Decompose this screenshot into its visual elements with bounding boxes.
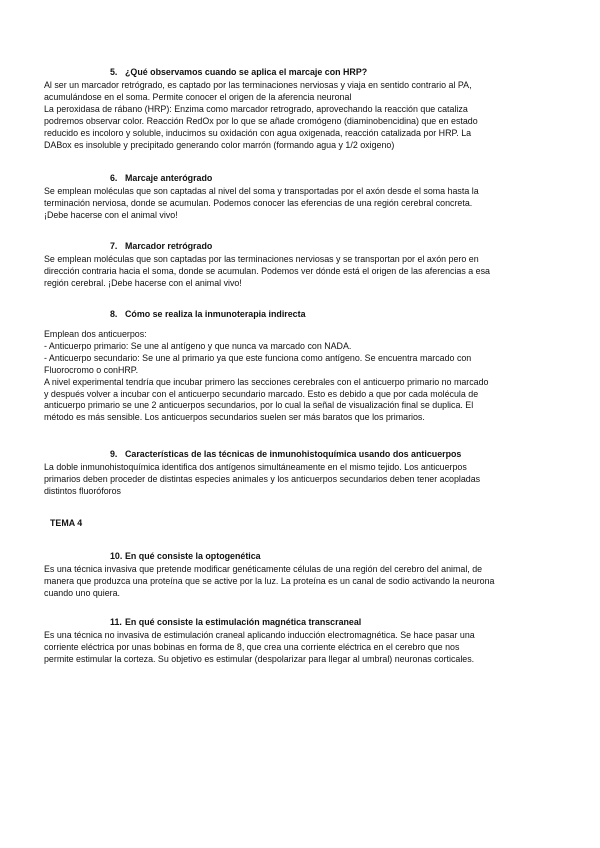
text-line: y después volver a incubar con el anticuerpo secundario marcado. Esto es debido a que por cada molécula de [44,388,479,399]
heading-10: 10. En qué consiste la optogenética [110,551,261,561]
text-line: La peroxidasa de rábano (HRP): Enzima como marcador retrogrado, aprovechando la reacción que cataliza [44,103,468,114]
paragraph-5 [44,80,564,151]
heading-7: 7. Marcador retrógrado [110,241,213,251]
text-line: - Anticuerpo secundario: Se une al primario ya que este funciona como antígeno. Se encuentra marcado con [44,352,472,363]
text-line: permite estimular la corteza. Su objetivo es estimular (despolarizar para llegar al umbral) neuronas corticales. [44,653,475,664]
tema-heading: TEMA 4 [50,518,83,528]
paragraph-11 [44,630,564,666]
text-line: terminación nerviosa, donde se acumulan. Podemos conocer las eferencias de una región cerebral concreta. [44,197,473,208]
paragraph-7 [44,254,564,290]
text-line: Emplean dos anticuerpos: [44,329,147,339]
text-line: manera que produzca una proteína que se active por la luz. La proteína es un canal de sodio activando la neurona [44,575,495,586]
text-line: Es una técnica no invasiva de estimulación craneal aplicando inducción electromagnética. Se hace pasar una [44,630,475,640]
heading-6: 6. Marcaje anterógrado [110,173,213,183]
paragraph-6 [44,186,564,222]
text-line: dirección contraria hacia el soma, donde se acumulan. Podemos ver dónde está el origen de las aferencias a esa [44,265,490,276]
heading-11: 11. En qué consiste la estimulación magnética transcraneal [110,617,362,627]
text-line: distintos fluoróforos [44,485,121,496]
paragraph-8 [44,329,564,424]
paragraph-9 [44,462,564,498]
heading-9: 9. Características de las técnicas de inmunohistoquímica usando dos anticuerpos [110,449,462,459]
heading-5: 5. ¿Qué observamos cuando se aplica el marcaje con HRP? [110,67,368,77]
text-line: primarios deben proceder de distintas especies animales y los anticuerpos secundarios deben tener acopladas [44,473,481,484]
text-line: acumulándose en el soma. Permite conocer el origen de la aferencia neuronal [44,91,352,102]
heading-8: 8. Cómo se realiza la inmunoterapia indirecta [110,309,306,319]
text-line: anticuerpo primario se une 2 anticuerpos secundarios, por lo cual la señal de visualización final se duplica. El [44,400,474,411]
text-line: Se emplean moléculas que son captadas por las terminaciones nerviosas y se transportan por el axón pero en [44,254,479,264]
text-line: corriente eléctrica por unas bobinas en forma de 8, que crea una corriente eléctrica en el cerebro que nos [44,641,460,652]
text-line: cuando uno quiera. [44,587,120,598]
text-line: Fluorocromo o conHRP. [44,364,139,375]
text-line: DABox es insoluble y precipitado generando color marrón (formando agua y 1/2 oxigeno) [44,139,395,150]
text-line: Al ser un marcador retrógrado, es captado por las terminaciones nerviosas y viaja en sentido contrario al PA, [44,80,472,90]
text-line: Se emplean moléculas que son captadas al nivel del soma y transportadas por el axón desde el soma hasta la [44,186,479,196]
text-line: - Anticuerpo primario: Se une al antígeno y que nunca va marcado con NADA. [44,340,352,351]
paragraph-10 [44,564,564,600]
text-line: método es más sensible. Los anticuerpos secundarios suelen ser más baratos que los primarios. [44,412,425,423]
text-line: región cerebral. ¡Debe hacerse con el animal vivo! [44,277,242,288]
text-line: Es una técnica invasiva que pretende modificar genéticamente células de una región del cerebro del animal, de [44,564,483,574]
text-line: A nivel experimental tendría que incubar primero las secciones cerebrales con el anticuerpo primario no marcado [44,376,489,387]
text-line: La doble inmunohistoquímica identifica dos antígenos simultáneamente en el mismo tejido. Los anticuerpos [44,462,467,472]
text-line: reducido es incoloro y soluble, inducimos su oxidación con agua oxigenada, reacción catalizada por HRP. La [44,127,472,138]
text-line: ¡Debe hacerse con el animal vivo! [44,209,178,220]
text-line: podremos observar color. Reacción RedOx por lo que se añade cromógeno (diaminobencidina) que en estado [44,115,478,126]
